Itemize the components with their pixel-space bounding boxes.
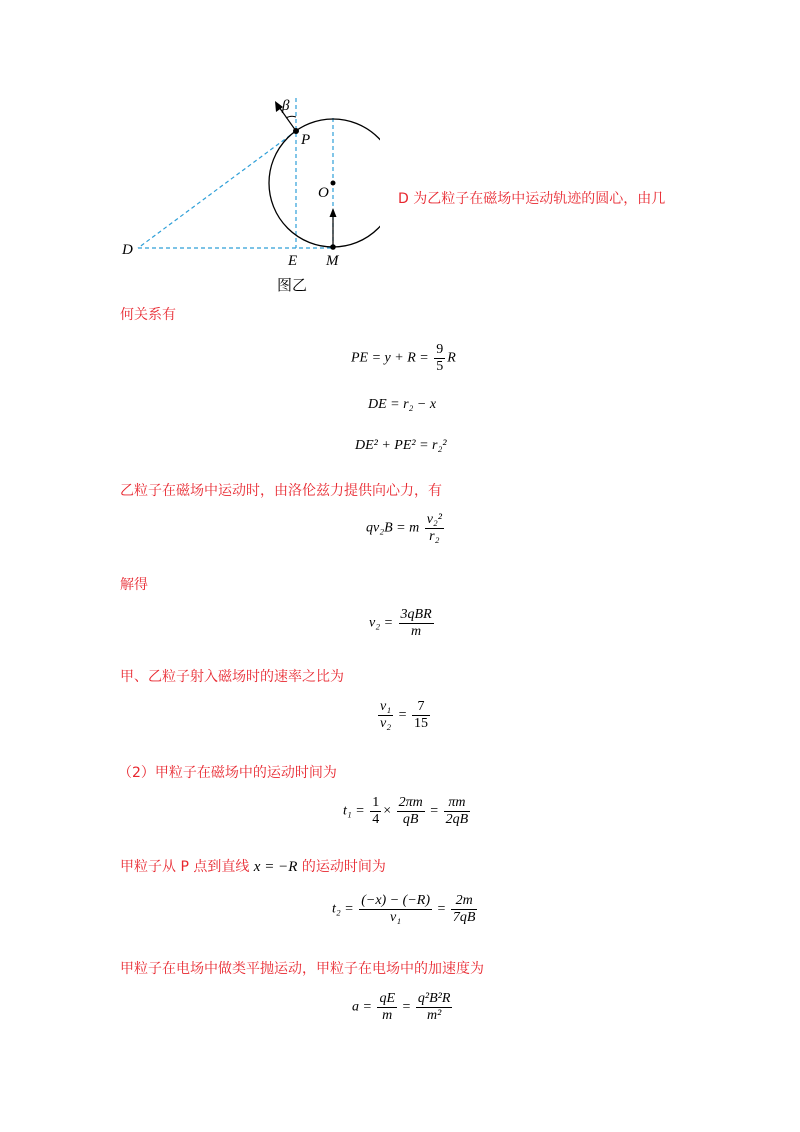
text-line-1: D 为乙粒子在磁场中运动轨迹的圆心，由几 [398, 191, 666, 207]
label-O: O [318, 185, 329, 201]
trajectory-circle [269, 119, 380, 247]
line-PD [138, 131, 296, 248]
equation-v2: v₂ = $\frac{\text{3qBR}}{m}$ [369, 607, 432, 639]
equation-ratio: $\frac{\text{v₁}}{\text{v₂}}$ = $\frac{7}{15}$ [380, 699, 428, 731]
text-line-6: （2）甲粒子在磁场中的运动时间为 [118, 765, 337, 781]
text-line-4: 解得 [120, 577, 148, 593]
label-M: M [326, 253, 339, 269]
text-line-5: 甲、乙粒子射入磁场时的速率之比为 [120, 669, 344, 685]
label-beta: β [282, 98, 290, 114]
equation-PE: PE = y + R = $\frac{9}{5}$ R [351, 342, 456, 374]
geometry-figure [110, 88, 380, 273]
equation-lorentz: qv₂B = m $\frac{\text{v₂²}}{\text{r₂}}$ [366, 512, 442, 544]
angle-arc [286, 116, 296, 118]
figure-caption: 图乙 [277, 276, 308, 294]
label-P: P [301, 132, 311, 148]
text-line-8: 甲粒子在电场中做类平抛运动，甲粒子在电场中的加速度为 [120, 961, 484, 977]
equation-pythagoras: DE² + PE² = r₂² [355, 438, 447, 453]
text-line-7: 甲粒子从 P 点到直线 x = −R 的运动时间为 [120, 859, 386, 875]
label-D: D [122, 242, 133, 258]
text-line-2: 何关系有 [120, 307, 176, 323]
label-E: E [288, 253, 298, 269]
point-O [331, 181, 336, 186]
point-M [330, 244, 336, 250]
arrow-up-icon [330, 208, 337, 217]
equation-t2: t₂ = $\frac{(-x) - (-R)}{\text{v₁}}$ = $\frac{2m}{7qB}$ [332, 893, 476, 925]
equation-acceleration: a = $\frac{qE}{m}$ = $\frac{\text{q²B²R}}{\text{m²}}$ [352, 991, 451, 1023]
text-line-3: 乙粒子在磁场中运动时，由洛伦兹力提供向心力，有 [120, 483, 442, 499]
equation-DE: DE = r₂ − x [368, 397, 437, 412]
equation-t1: t₁ = $\frac{1}{4}$ × $\frac{2\pi m}{qB}$ = $\frac{\pi m}{2qB}$ [343, 795, 469, 827]
